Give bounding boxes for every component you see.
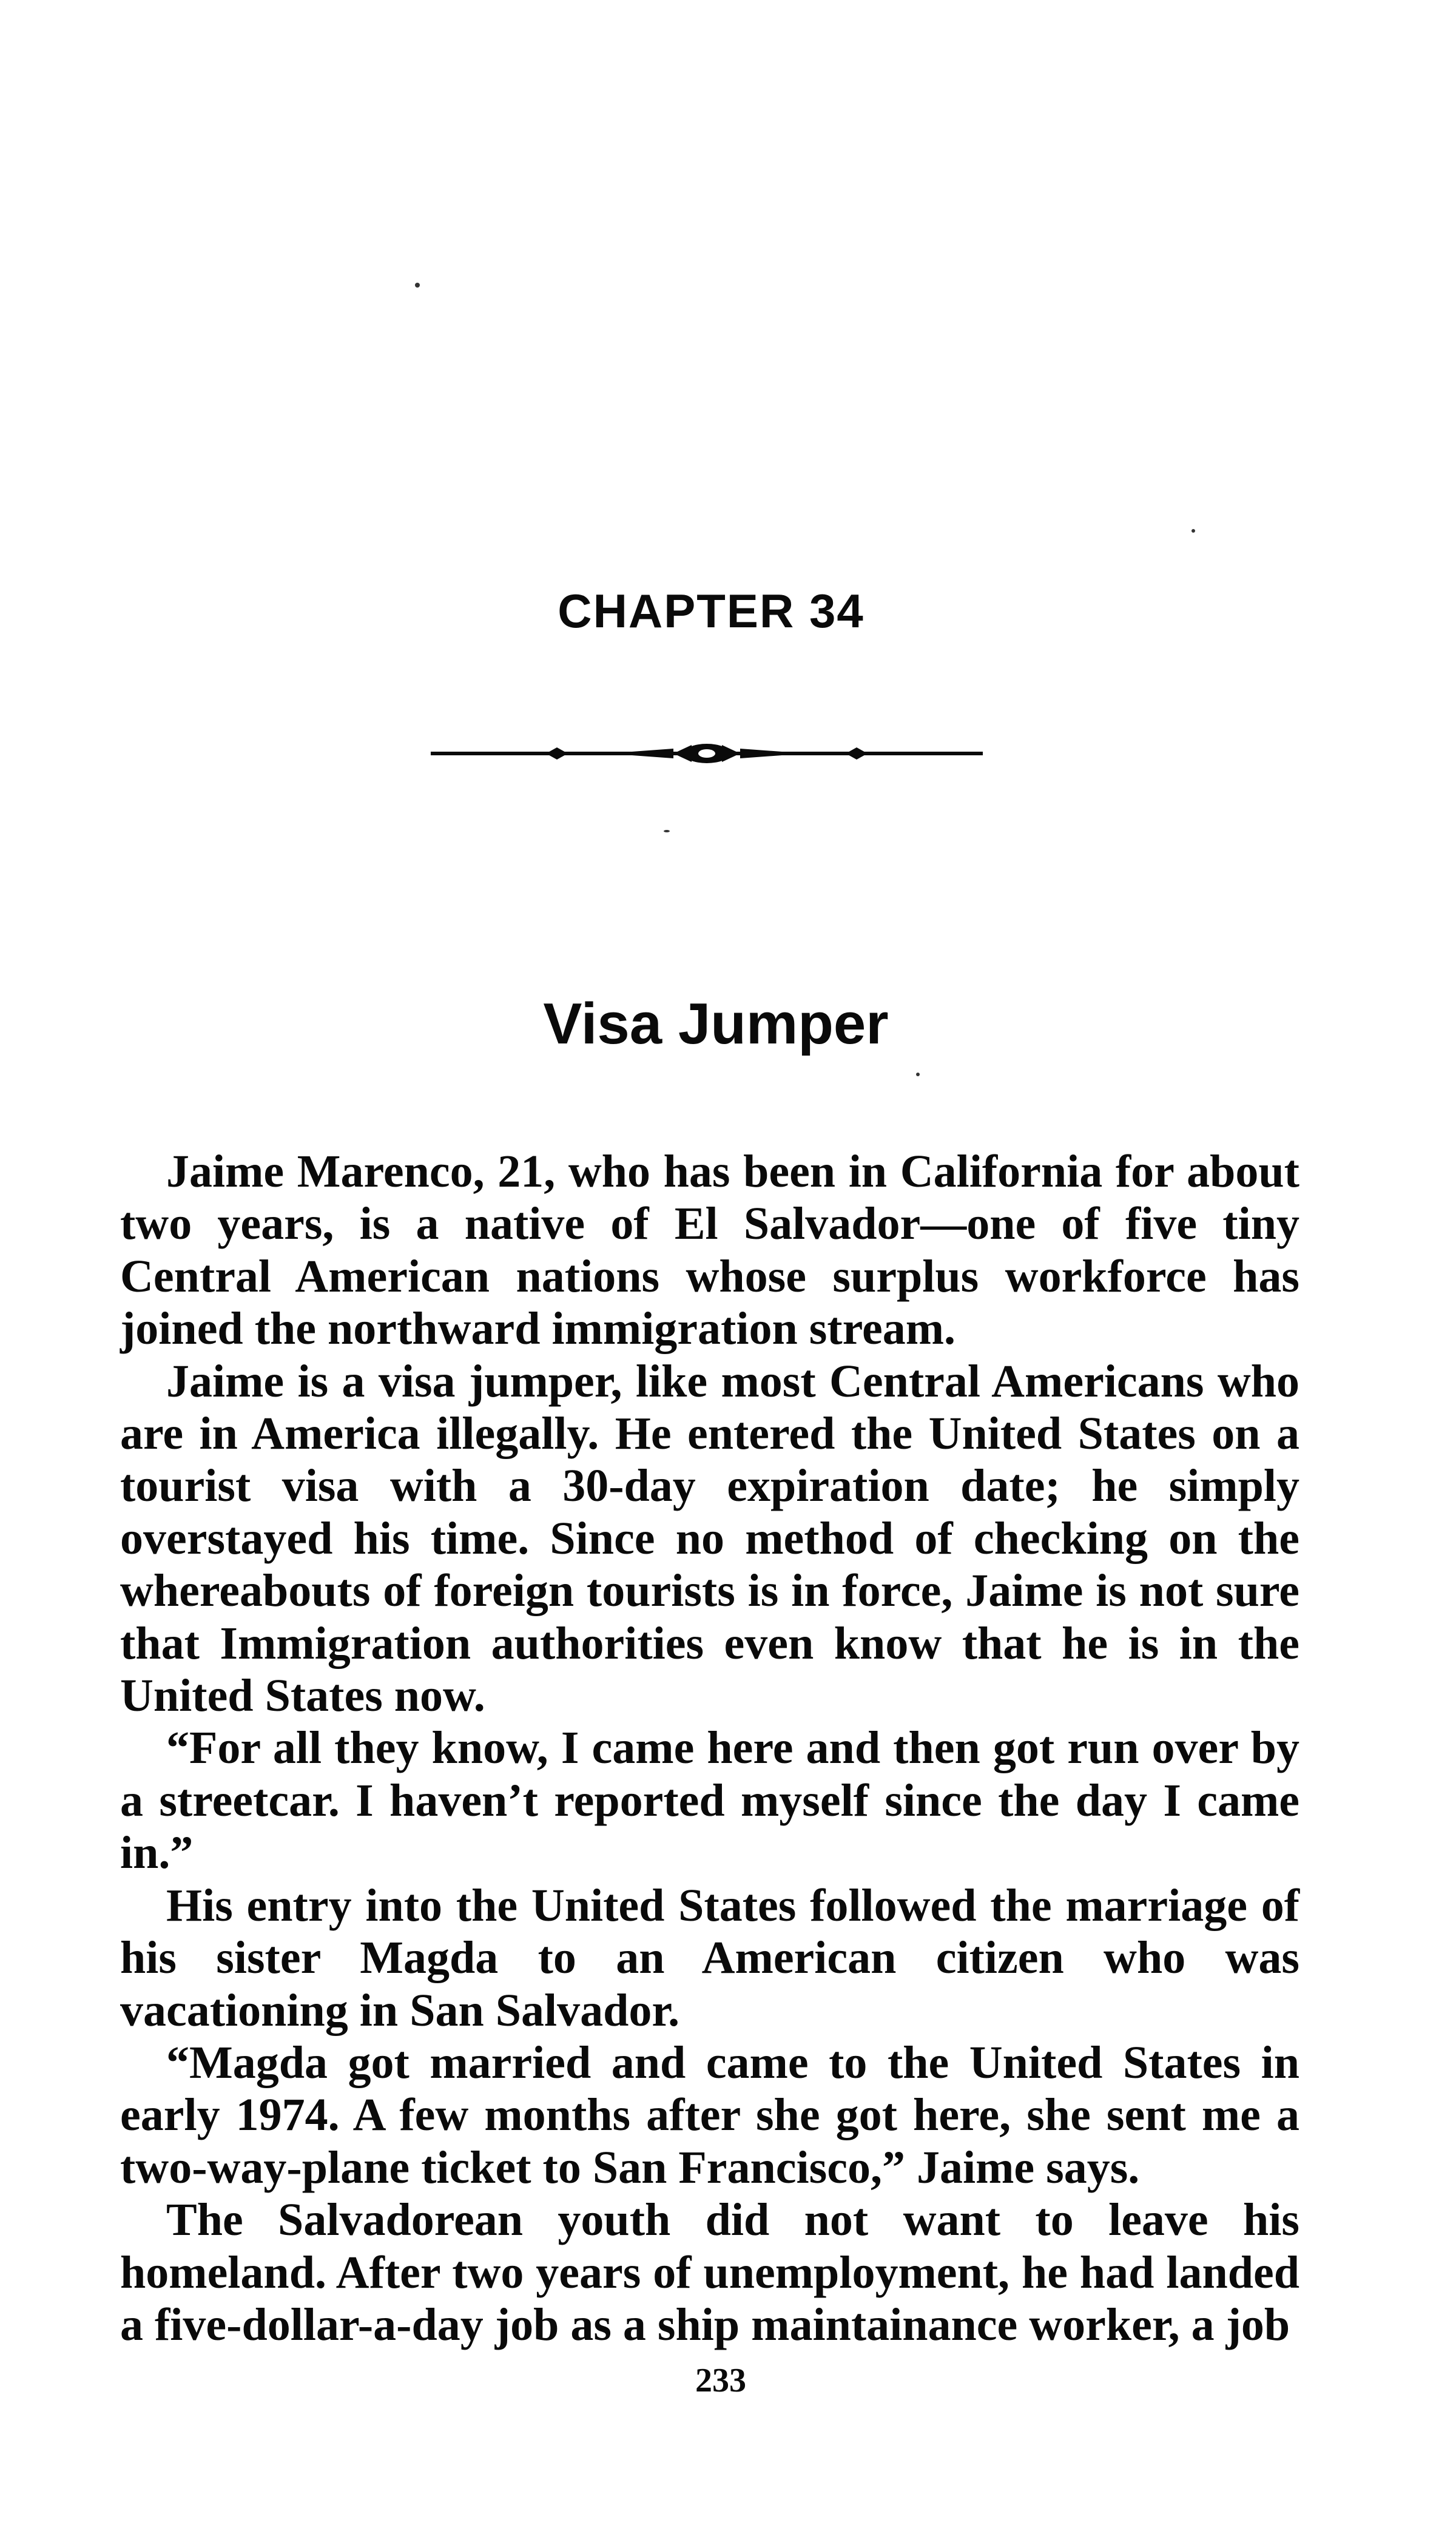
ink-speck [916, 1073, 920, 1076]
body-paragraph: Jaime is a visa jumper, like most Central Americans who are in America illegally. He entered the United States on a tourist visa with a 30-day expiration date; he simply overstayed his time. Since no method of checking on the whereabouts of foreign tourists is in force, Jaime is not sure that Immigration authorities even know that he is in the United States now. [120, 1355, 1299, 1722]
chapter-ornament-divider [425, 735, 989, 772]
chapter-title: Visa Jumper [543, 991, 889, 1056]
body-paragraph: His entry into the United States followed the marriage of his sister Magda to an American citizen who was vacationing in San Salvador. [120, 1879, 1299, 2036]
body-paragraph: “For all they know, I came here and then got run over by a streetcar. I haven’t reported myself since the day I came in.” [120, 1722, 1299, 1879]
chapter-heading: CHAPTER 34 [558, 584, 864, 638]
ink-speck [664, 830, 670, 832]
body-paragraph: The Salvadorean youth did not want to leave his homeland. After two years of unemployment, he had landed a five-dollar-a-day job as a ship maintainance worker, a job [120, 2194, 1299, 2350]
ink-speck [415, 283, 420, 288]
chapter-body [120, 1145, 1299, 2351]
body-paragraph: “Magda got married and came to the United States in early 1974. A few months after she got here, she sent me a two-way-plane ticket to San Francisco,” Jaime says. [120, 2037, 1299, 2193]
page-number: 233 [695, 2362, 746, 2399]
body-paragraph: Jaime Marenco, 21, who has been in California for about two years, is a native of El Salvador—one of five tiny Central American nations whose surplus workforce has joined the northward immigration stream. [120, 1146, 1299, 1355]
ink-speck [1191, 529, 1195, 533]
